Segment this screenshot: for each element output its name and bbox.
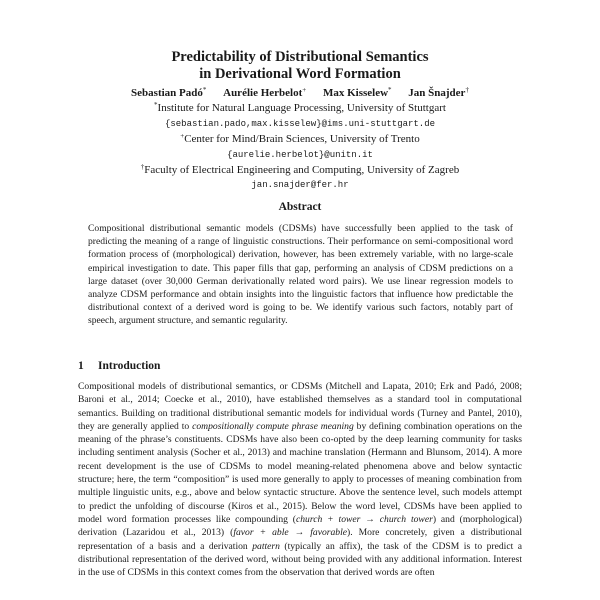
- text-run: (typically an affix), the task of the CDSM is to predict a distributional representation of the derived word, without being provided with any additional information. Interest in the use of CDSMs in this context comes from the observation that derived words are often: [78, 540, 522, 579]
- text-run: Compositional models of distributional semantics, or CDSMs (Mitchell and Lapata, 2010; Erk and Padó, 2008; Baroni et al., 2014; Coecke et al., 2010), have established themselves as a standard tool in computational semantics. Building on traditional distributional semantic models for individual words (Turney and Pantel, 2010), they are generally applied to: [78, 381, 522, 432]
- author-list: [0, 86, 600, 100]
- text-run-italic: pattern: [252, 540, 280, 552]
- section-title: Introduction: [98, 360, 161, 372]
- abstract-heading: Abstract: [278, 201, 322, 213]
- affiliation: *Institute for Natural Language Processing, University of Stuttgart: [154, 101, 446, 114]
- affiliation-email: {aurelie.herbelot}@unitn.it: [227, 150, 373, 160]
- author: Jan Šnajder†: [408, 86, 469, 99]
- affiliation-email: {sebastian.pado,max.kisselew}@ims.uni-stuttgart.de: [164, 119, 436, 129]
- author: Aurélie Herbelot+: [223, 86, 307, 99]
- section-number: 1: [78, 360, 84, 372]
- author: Max Kisselew*: [322, 86, 392, 99]
- affiliation-email: jan.snajder@fer.hr: [251, 180, 349, 190]
- abstract-text: Compositional distributional semantic models (CDSMs) have successfully been applied to the task of predicting the meaning of a range of linguistic constructions. Their performance on semi-compositional word formation process of (morphological) derivation, however, has been extremely variable, with no large-scale empirical investigation to date. This paper fills that gap, performing an analysis of CDSM predictions on a large dataset (over 30,000 German derivationally related word pairs). We use linear regression models to analyze CDSM performance and obtain insights into the linguistic factors that influence how predictable the distributional context of a derived word is going to be. We identify various such factors, notably part of speech, argument structure, and semantic regularity.: [88, 223, 513, 327]
- introduction-body: [78, 380, 522, 579]
- affiliation: +Center for Mind/Brain Sciences, University of Trento: [180, 132, 420, 145]
- title-line-1: Predictability of Distributional Semantics: [171, 49, 429, 65]
- text-run-italic: favor + able → favorable: [233, 527, 348, 539]
- text-run-italic: church + tower → church tower: [296, 513, 433, 525]
- affiliation: †Faculty of Electrical Engineering and Computing, University of Zagreb: [140, 163, 460, 176]
- text-run: ) and (morphological) derivation (Lazaridou et al., 2013) (: [78, 513, 522, 539]
- text-run-italic: compositionally compute phrase meaning: [192, 420, 354, 432]
- introduction-paragraph: [78, 380, 522, 579]
- paper-title: [0, 49, 600, 83]
- section-heading: [78, 359, 160, 373]
- text-run: by defining combination operations on the meaning of the phrase’s constituents. CDSMs have also been co-opted by the deep learning community for tasks including sentiment analysis (Socher et al., 2013) and machine translation (Hermann and Blunsom, 2014). A more recent development is the use of CDSMs to model meaning-related phenomena above and below syntactic structure; here, the term “composition” is used more generally to apply to processes of meaning combination from multiple linguistic units, e.g., above and below syntactic structure. Above the sentence level, such models attempt to predict the unfolding of discourse (Kiros et al., 2015). Below the word level, CDSMs have been applied to model word formation processes like compounding (: [78, 420, 522, 525]
- title-line-2: in Derivational Word Formation: [199, 66, 401, 82]
- author: Sebastian Padó*: [131, 86, 207, 99]
- text-run: ). More concretely, given a distributional representation of a basis and a derivation: [78, 527, 522, 552]
